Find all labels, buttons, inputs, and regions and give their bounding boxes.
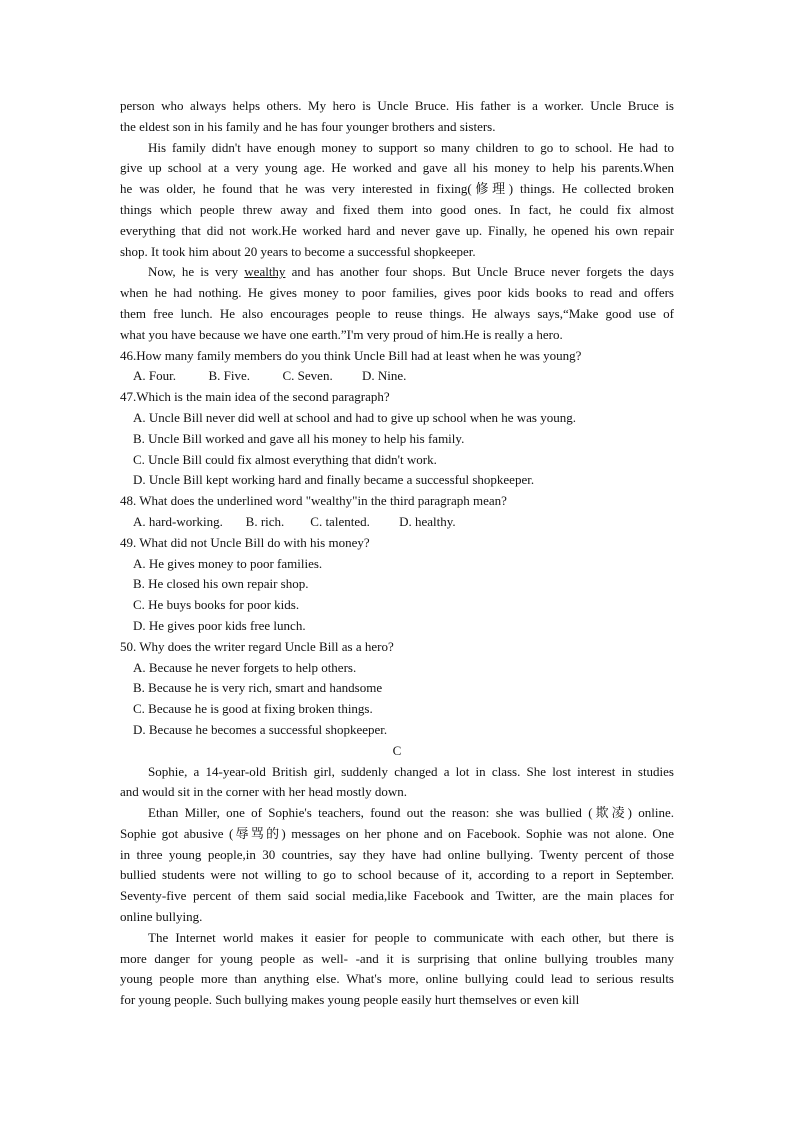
question-text: 50. Why does the writer regard Uncle Bill as a hero? <box>120 638 394 654</box>
question-block <box>120 533 674 637</box>
text-line: them free lunch. He also encourages people to reuse things. He always says,“Make good use of <box>120 305 674 321</box>
text-line: and would sit in the corner with her head mostly down. <box>120 784 408 800</box>
answer-option: A. He gives money to poor families. <box>133 555 323 571</box>
question-text: 47.Which is the main idea of the second paragraph? <box>120 389 390 405</box>
text-line: Seventy-five percent of them said social media,like Facebook and Twitter, are the main places for <box>120 888 674 904</box>
text-segment: Now, he is very <box>148 264 245 280</box>
answer-option: D. Uncle Bill kept working hard and finally became a successful shopkeeper. <box>133 472 535 488</box>
text-line: bullied students were not willing to go to school because of it, according to a report in September. <box>120 867 674 883</box>
underlined-word: wealthy <box>244 264 286 280</box>
question-block <box>120 346 674 388</box>
text-line: shop. It took him about 20 years to become a successful shopkeeper. <box>120 243 476 259</box>
text-line: what you have because we have one earth.”I'm very proud of him.He is really a hero. <box>120 326 563 342</box>
passage-b-paragraph <box>120 96 674 138</box>
question-text: 46.How many family members do you think Uncle Bill had at least when he was young? <box>120 347 582 363</box>
answer-option: A. Because he never forgets to help others. <box>133 659 357 675</box>
text-line: Ethan Miller, one of Sophie's teachers, found out the reason: she was bullied (欺凌) online. <box>148 805 674 821</box>
text-line: person who always helps others. My hero is Uncle Bruce. His father is a worker. Uncle Bruce is <box>120 98 674 113</box>
text-line: young people more than anything else. What's more, online bullying could lead to serious results <box>120 971 674 987</box>
answer-option: D. Because he becomes a successful shopkeeper. <box>133 721 388 737</box>
text-line: Sophie got abusive (辱骂的) messages on her phone and on Facebook. Sophie was not alone. One <box>120 825 674 841</box>
text-line: online bullying. <box>120 909 203 925</box>
answer-option: C. Uncle Bill could fix almost everything that didn't work. <box>133 451 437 467</box>
passage-b-paragraph <box>120 138 674 263</box>
passage-c-paragraph <box>120 803 674 928</box>
text-line: things which people threw away and fixed them into good ones. In fact, he could fix almost <box>120 201 674 217</box>
answer-option: C. He buys books for poor kids. <box>133 597 300 613</box>
question-text: 49. What did not Uncle Bill do with his money? <box>120 534 370 550</box>
answer-option: D. He gives poor kids free lunch. <box>133 617 306 633</box>
answer-option: B. Uncle Bill worked and gave all his money to help his family. <box>133 430 465 446</box>
answer-option: A. Uncle Bill never did well at school and had to give up school when he was young. <box>133 409 576 425</box>
question-block <box>120 637 674 741</box>
section-heading: C <box>392 742 402 758</box>
text-line: Sophie, a 14-year-old British girl, suddenly changed a lot in class. She lost interest in studies <box>148 763 674 779</box>
question-block <box>120 491 674 533</box>
passage-c-paragraph <box>120 928 674 1011</box>
answer-options: A. hard-working. B. rich. C. talented. D. healthy. <box>133 513 456 529</box>
text-line: for young people. Such bullying makes young people easily hurt themselves or even kill <box>120 992 580 1008</box>
text-line: in three young people,in 30 countries, say they have had online bullying. Twenty percent of those <box>120 846 674 862</box>
text-line: give up school at a very young age. He worked and gave all his money to help his parents.When <box>120 160 674 176</box>
passage-b-paragraph <box>120 262 674 345</box>
text-line: more danger for young people as well- -and it is surprising that online bullying troubles many <box>120 950 674 966</box>
question-block <box>120 387 674 491</box>
text-line: when he had nothing. He gives money to poor families, gives poor kids books to read and offers <box>120 285 674 301</box>
answer-option: B. He closed his own repair shop. <box>133 576 309 592</box>
text-line: The Internet world makes it easier for people to communicate with each other, but there is <box>148 929 674 945</box>
text-line: he was older, he found that he was very interested in fixing(修理) things. He collected broken <box>120 181 674 197</box>
text-line: His family didn't have enough money to support so many children to go to school. He had to <box>148 139 674 155</box>
text-line: everything that did not work.He worked hard and never gave up. Finally, he opened his own repair <box>120 222 674 238</box>
text-line: the eldest son in his family and he has four younger brothers and sisters. <box>120 118 496 134</box>
passage-c-paragraph <box>120 762 674 804</box>
text-segment: and has another four shops. But Uncle Bruce never forgets the days <box>291 264 674 280</box>
answer-option: C. Because he is good at fixing broken things. <box>133 701 373 717</box>
exam-page <box>120 96 674 1011</box>
answer-option: B. Because he is very rich, smart and handsome <box>133 680 383 696</box>
question-text: 48. What does the underlined word "wealthy"in the third paragraph mean? <box>120 493 507 509</box>
text-line <box>120 262 674 283</box>
answer-options: A. Four. B. Five. C. Seven. D. Nine. <box>133 368 407 384</box>
